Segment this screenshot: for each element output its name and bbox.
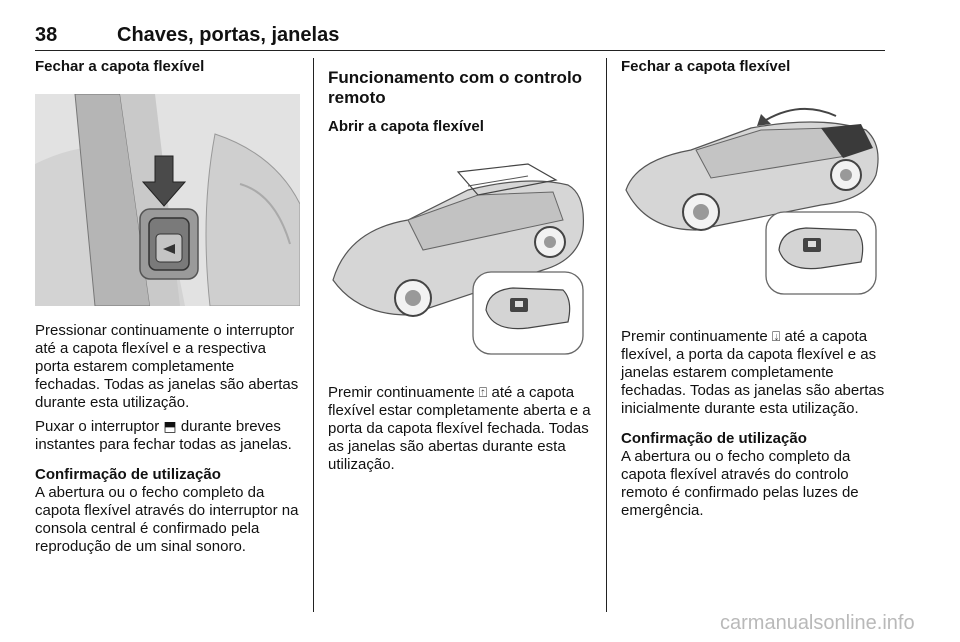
column-divider	[606, 58, 607, 612]
car-close-roof-illustration	[621, 90, 887, 304]
remote-close-roof-icon: ⍗	[771, 329, 781, 345]
section-title: Fechar a capota flexível	[621, 58, 791, 75]
section-remote-control	[328, 58, 592, 474]
watermark: carmanualsonline.info	[720, 612, 915, 634]
paragraph: A abertura ou o fecho completo da capota flexível através do interruptor na consola central é confirmado pela reprodução de um sinal sonoro.	[35, 484, 299, 555]
section-title: Fechar a capota flexível	[35, 58, 205, 75]
column-divider	[313, 58, 314, 612]
paragraph: Pressionar continuamente o interruptor até a capota flexível e a respectiva porta estarem completamente fechadas. Todas as janelas são abertas durante esta utilização.	[35, 322, 299, 411]
paragraph: Premir continuamente ⍗ até a capota flexível, a porta da capota flexível e as janelas estarem completamente fechadas. Todas as janelas são abertas inicialmente durante esta utilização.	[621, 328, 885, 417]
chapter-title: Chaves, portas, janelas	[117, 24, 340, 46]
section-close-roof-remote	[621, 58, 887, 520]
paragraph: Premir continuamente ⍐ até a capota flexível estar completamente aberta e a porta da capota flexível fechada. Todas as janelas são abertas durante esta utilização.	[328, 384, 591, 473]
subsection-title: Confirmação de utilização	[621, 430, 807, 447]
roof-switch-icon: ⬒	[163, 419, 177, 435]
subsection-title: Abrir a capota flexível	[328, 118, 484, 135]
page-number: 38	[35, 24, 58, 46]
paragraph: Puxar o interruptor ⬒ durante breves instantes para fechar todas as janelas.	[35, 418, 292, 453]
car-open-roof-illustration	[328, 150, 592, 362]
paragraph: A abertura ou o fecho completo da capota flexível através do controlo remoto é confirmado pelas luzes de emergência.	[621, 448, 859, 519]
console-switch-illustration	[35, 94, 300, 306]
section-title: Funcionamento com o controlo remoto	[328, 68, 583, 107]
subsection-title: Confirmação de utilização	[35, 466, 221, 483]
section-close-roof-switch	[35, 58, 300, 556]
page-header	[35, 22, 885, 51]
remote-open-roof-icon: ⍐	[478, 385, 488, 401]
